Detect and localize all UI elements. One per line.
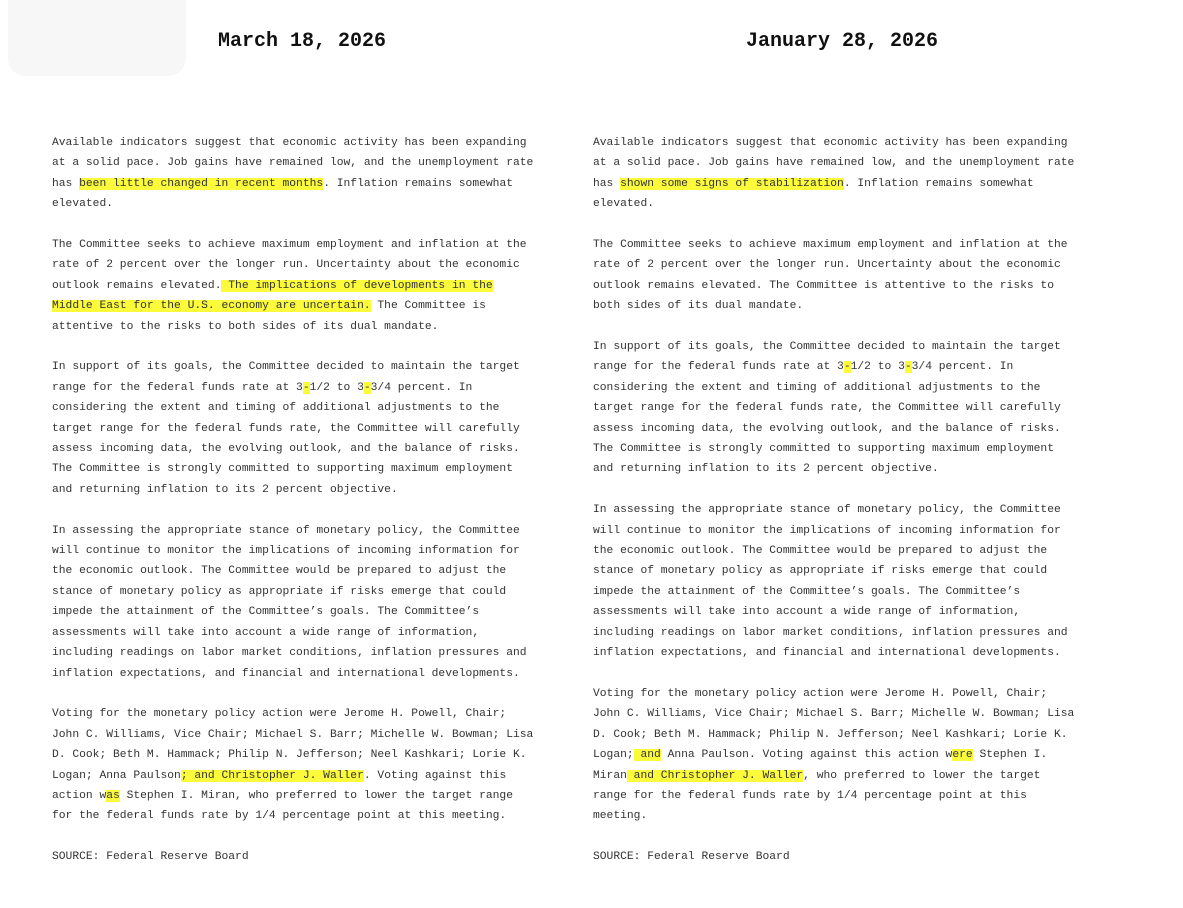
- statement-date-heading: March 18, 2026: [218, 30, 387, 53]
- text-line: inflation expectations, and financial and international developments.: [52, 667, 520, 680]
- statement-body: [52, 133, 592, 888]
- text-line: considering the extent and timing of additional adjustments to the: [52, 402, 500, 415]
- text-line: at a solid pace. Job gains have remained low, and the unemployment rate: [52, 157, 534, 170]
- text-line: stance of monetary policy as appropriate if risks emerge that could: [593, 565, 1048, 578]
- text-line: considering the extent and timing of additional adjustments to the: [593, 381, 1041, 394]
- text-line: including readings on labor market conditions, inflation pressures and: [52, 647, 527, 660]
- text-line: assess incoming data, the evolving outlook, and the balance of risks.: [593, 422, 1061, 435]
- text-line: Middle East for the U.S. economy are uncertain. The Committee is: [52, 300, 486, 313]
- text-line: assessments will take into account a wide range of information,: [52, 626, 480, 639]
- text-line: In assessing the appropriate stance of monetary policy, the Committee: [593, 504, 1061, 517]
- text-line: target range for the federal funds rate, the Committee will carefully: [52, 422, 520, 435]
- text-line: The Committee is strongly committed to supporting maximum employment: [593, 443, 1054, 456]
- text-line: Miran and Christopher J. Waller, who preferred to lower the target: [593, 769, 1041, 782]
- highlighted-change: -: [904, 361, 912, 374]
- paragraph-policy-stance: [52, 521, 592, 684]
- text-line: the economic outlook. The Committee would be prepared to adjust the: [593, 545, 1048, 558]
- text-line: range for the federal funds rate at 3-1/2 to 3-3/4 percent. In: [52, 381, 473, 394]
- text-line: including readings on labor market conditions, inflation pressures and: [593, 626, 1068, 639]
- highlighted-change: ere: [952, 749, 973, 762]
- text-line: John C. Williams, Vice Chair; Michael S. Barr; Michelle W. Bowman; Lisa: [52, 728, 534, 741]
- highlighted-change: been little changed in recent months: [79, 177, 324, 190]
- text-line: assessments will take into account a wide range of information,: [593, 606, 1021, 619]
- highlighted-change: as: [106, 789, 120, 802]
- highlighted-change: and: [633, 749, 661, 762]
- paragraph-target-range: [593, 337, 1133, 480]
- text-line: both sides of its dual mandate.: [593, 300, 804, 313]
- text-line: has been little changed in recent months. Inflation remains somewhat: [52, 177, 514, 190]
- text-line: impede the attainment of the Committee’s goals. The Committee’s: [593, 585, 1021, 598]
- text-line: elevated.: [52, 198, 114, 211]
- text-line: elevated.: [593, 198, 655, 211]
- highlighted-change: -: [843, 361, 851, 374]
- text-line: SOURCE: Federal Reserve Board: [52, 851, 249, 864]
- statement-body: [593, 133, 1133, 888]
- text-line: outlook remains elevated. The implications of developments in the: [52, 279, 493, 292]
- text-line: will continue to monitor the implications of incoming information for: [593, 524, 1061, 537]
- text-line: and returning inflation to its 2 percent objective.: [593, 463, 939, 476]
- text-line: Logan; and Anna Paulson. Voting against this action were Stephen I.: [593, 749, 1048, 762]
- paragraph-voting: [52, 704, 592, 826]
- text-line: In support of its goals, the Committee decided to maintain the target: [593, 341, 1061, 354]
- highlighted-change: Middle East for the U.S. economy are uncertain.: [52, 300, 371, 313]
- text-line: Available indicators suggest that economic activity has been expanding: [593, 137, 1068, 149]
- text-line: D. Cook; Beth M. Hammack; Philip N. Jefferson; Neel Kashkari; Lorie K.: [593, 728, 1068, 741]
- highlighted-change: -: [363, 381, 371, 394]
- paragraph-target-range: [52, 357, 592, 500]
- paragraph-committee-goals: [52, 235, 592, 337]
- corner-shade: [8, 0, 186, 76]
- text-line: meeting.: [593, 810, 648, 823]
- text-line: The Committee seeks to achieve maximum employment and inflation at the: [52, 239, 527, 252]
- text-line: In support of its goals, the Committee decided to maintain the target: [52, 361, 520, 374]
- highlighted-change: shown some signs of stabilization: [620, 177, 844, 190]
- source-line: [52, 847, 592, 867]
- source-line: [593, 847, 1133, 867]
- text-line: attentive to the risks to both sides of its dual mandate.: [52, 320, 439, 333]
- text-line: impede the attainment of the Committee’s goals. The Committee’s: [52, 606, 480, 619]
- text-line: The Committee seeks to achieve maximum employment and inflation at the: [593, 239, 1068, 252]
- paragraph-policy-stance: [593, 500, 1133, 663]
- text-line: John C. Williams, Vice Chair; Michael S. Barr; Michelle W. Bowman; Lisa: [593, 708, 1075, 721]
- text-line: Available indicators suggest that economic activity has been expanding: [52, 137, 527, 149]
- paragraph-economic-activity: [52, 133, 592, 215]
- text-line: In assessing the appropriate stance of monetary policy, the Committee: [52, 524, 520, 537]
- text-line: has shown some signs of stabilization. Inflation remains somewhat: [593, 177, 1034, 190]
- text-line: and returning inflation to its 2 percent objective.: [52, 483, 398, 496]
- statement-date-heading: January 28, 2026: [746, 30, 939, 53]
- paragraph-committee-goals: [593, 235, 1133, 317]
- text-line: SOURCE: Federal Reserve Board: [593, 851, 790, 864]
- highlighted-change: The implications of developments in the: [221, 279, 493, 292]
- text-line: The Committee is strongly committed to supporting maximum employment: [52, 463, 513, 476]
- text-line: rate of 2 percent over the longer run. Uncertainty about the economic: [593, 259, 1061, 272]
- text-line: Voting for the monetary policy action were Jerome H. Powell, Chair;: [52, 708, 507, 721]
- highlighted-change: ; and Christopher J. Waller: [180, 769, 364, 782]
- text-line: range for the federal funds rate at 3-1/2 to 3-3/4 percent. In: [593, 361, 1014, 374]
- text-line: Logan; Anna Paulson; and Christopher J. Waller. Voting against this: [52, 769, 507, 782]
- text-line: stance of monetary policy as appropriate if risks emerge that could: [52, 585, 507, 598]
- text-line: D. Cook; Beth M. Hammack; Philip N. Jefferson; Neel Kashkari; Lorie K.: [52, 749, 527, 762]
- text-line: action was Stephen I. Miran, who preferred to lower the target range: [52, 789, 513, 802]
- text-line: for the federal funds rate by 1/4 percentage point at this meeting.: [52, 810, 507, 823]
- text-line: target range for the federal funds rate, the Committee will carefully: [593, 402, 1061, 415]
- highlighted-change: and Christopher J. Waller: [626, 769, 804, 782]
- text-line: rate of 2 percent over the longer run. Uncertainty about the economic: [52, 259, 520, 272]
- text-line: outlook remains elevated. The Committee is attentive to the risks to: [593, 279, 1054, 292]
- text-line: the economic outlook. The Committee would be prepared to adjust the: [52, 565, 507, 578]
- text-line: at a solid pace. Job gains have remained low, and the unemployment rate: [593, 157, 1075, 170]
- highlighted-change: -: [302, 381, 310, 394]
- text-line: range for the federal funds rate by 1/4 percentage point at this: [593, 789, 1027, 802]
- text-line: will continue to monitor the implications of incoming information for: [52, 545, 520, 558]
- paragraph-voting: [593, 684, 1133, 827]
- text-line: assess incoming data, the evolving outlook, and the balance of risks.: [52, 443, 520, 456]
- text-line: inflation expectations, and financial and international developments.: [593, 647, 1061, 660]
- text-line: Voting for the monetary policy action were Jerome H. Powell, Chair;: [593, 687, 1048, 700]
- paragraph-economic-activity: [593, 133, 1133, 215]
